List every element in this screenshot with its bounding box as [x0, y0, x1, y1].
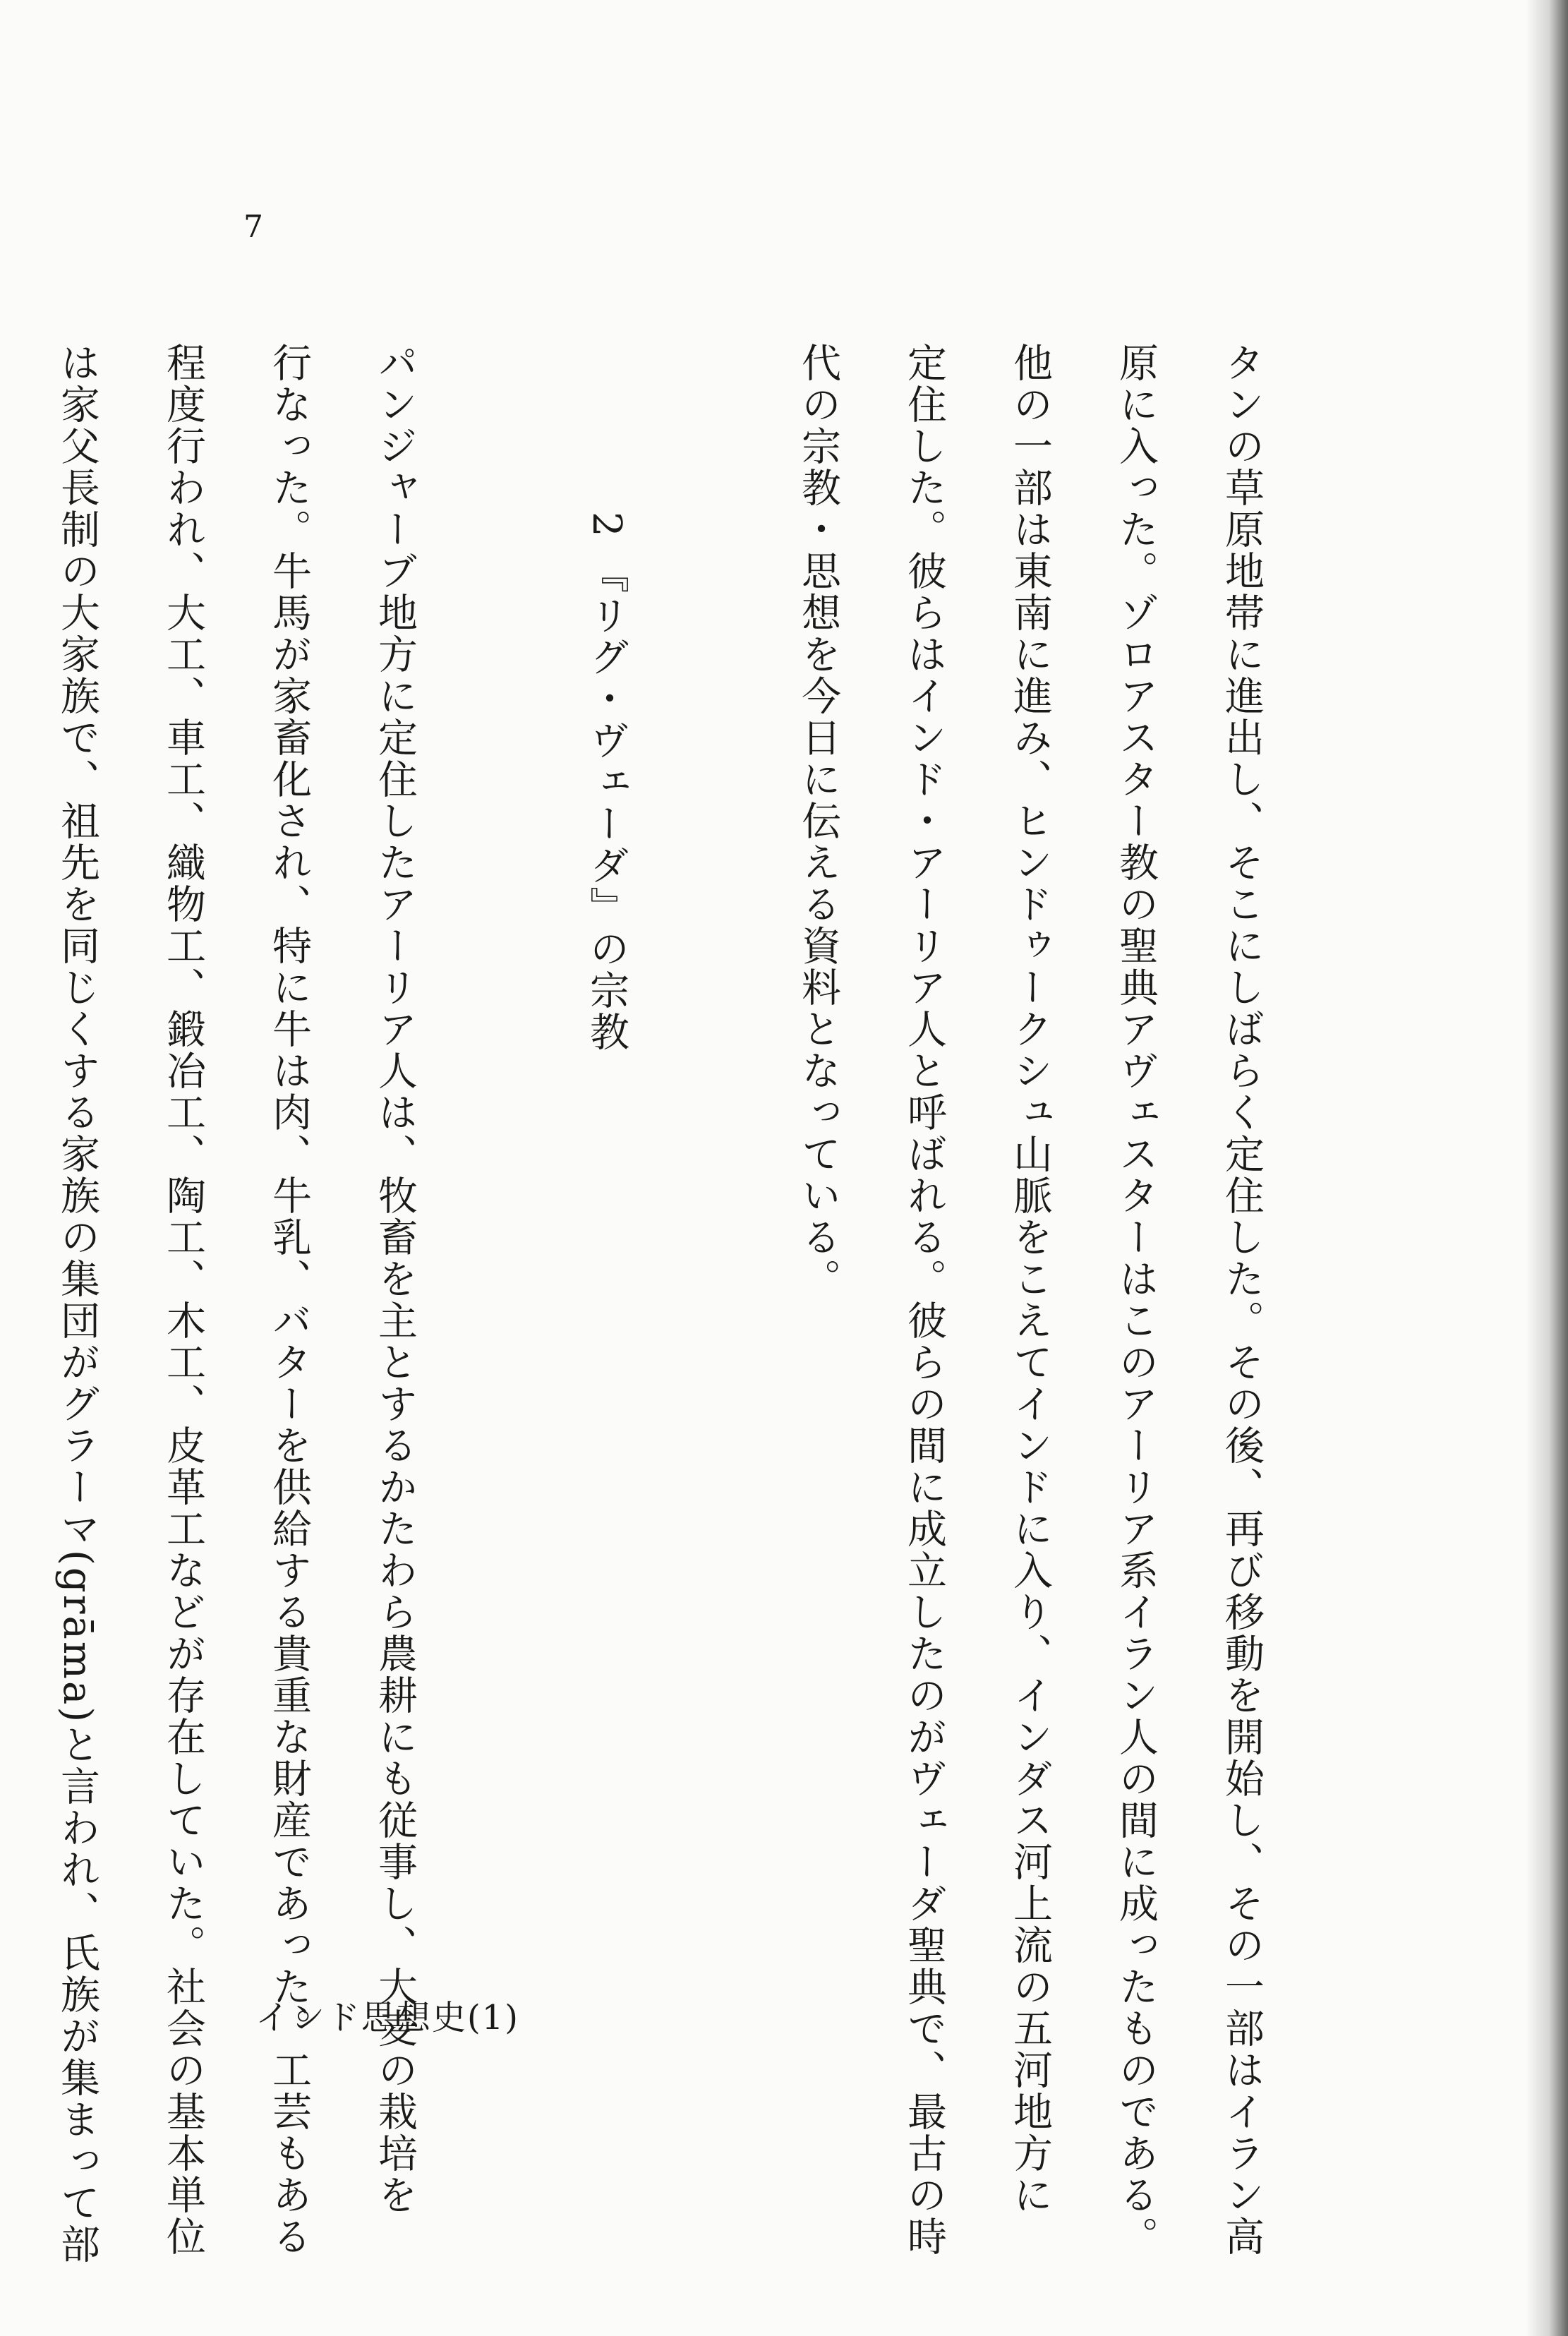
text-line: は家父長制の大家族で、祖先を同じくする家族の集団がグラーマ(grāma)と言われ、氏族が集まって部: [54, 342, 100, 2266]
text-line: 程度行われ、大工、車工、織物工、鍛冶工、陶工、木工、皮革工などが存在していた。社会の基本単位: [160, 342, 206, 2258]
text-line: [0, 342, 24, 1895]
running-footer-title: インド思想史(1): [255, 1998, 519, 2037]
text-line: 行なった。牛馬が家畜化され、特に牛は肉、牛乳、バターを供給する貴重な財産であった。工芸もある: [266, 342, 312, 2258]
text-line: 他の一部は東南に進み、ヒンドゥークシュ山脈をこえてインドに入り、インダス河上流の五河地方に: [1007, 342, 1053, 2216]
text-line: パンジャーブ地方に定住したアーリア人は、牧畜を主とするかたわら農耕にも従事し、大麦の栽培を: [372, 342, 418, 2216]
text-line: 定住した。彼らはインド・アーリア人と呼ばれる。彼らの間に成立したのがヴェーダ聖典で、最古の時: [901, 342, 947, 2258]
section-heading: 2 『リグ・ヴェーダ』の宗教: [584, 512, 629, 1054]
text-line: 原に入った。ゾロアスター教の聖典アヴェスターはこのアーリア系イラン人の間に成ったものである。: [1113, 342, 1159, 2258]
text-line: 代の宗教・思想を今日に伝える資料となっている。: [795, 342, 841, 1300]
text-line: タンの草原地帯に進出し、そこにしばらく定住した。その後、再び移動を開始し、その一部はイラン高: [1219, 342, 1265, 2258]
page-binding-edge: [1526, 0, 1568, 2336]
page-number: 7: [243, 209, 263, 245]
